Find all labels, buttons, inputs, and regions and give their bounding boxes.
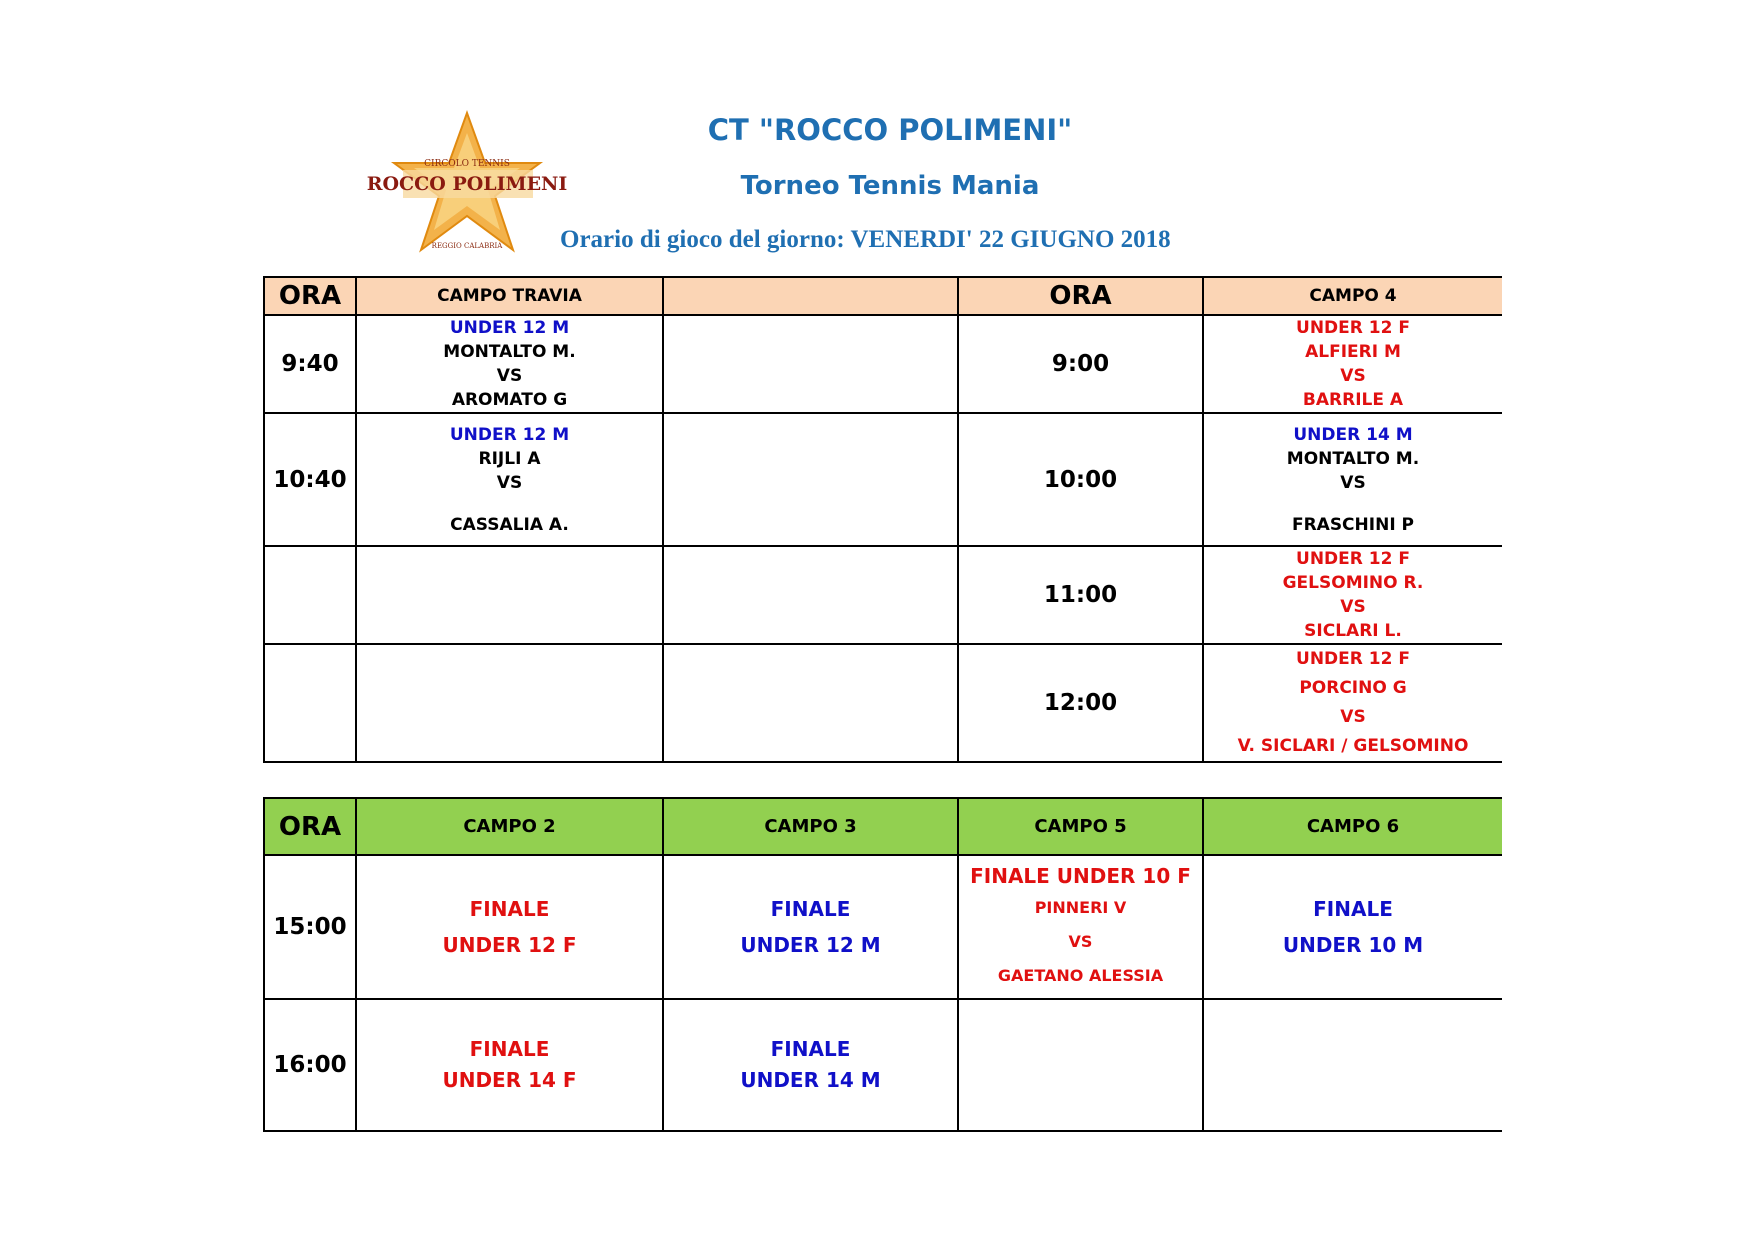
final-label: FINALE xyxy=(469,897,550,921)
player-name: SICLARI L. xyxy=(1304,621,1402,641)
header-ora: ORA xyxy=(264,798,356,855)
match-cell xyxy=(356,999,663,1131)
player-name: MONTALTO M. xyxy=(443,342,576,362)
header-campo-6: CAMPO 6 xyxy=(1203,798,1502,855)
club-logo xyxy=(366,108,568,258)
category-label: UNDER 14 M xyxy=(740,1068,881,1092)
final-label: FINALE xyxy=(770,897,851,921)
category-label: UNDER 14 F xyxy=(442,1068,577,1092)
category-label: UNDER 12 M xyxy=(449,424,570,445)
category-label: UNDER 10 M xyxy=(1282,933,1424,957)
table-row xyxy=(264,546,1502,644)
vs-label: VS xyxy=(1340,366,1366,386)
time-cell: 16:00 xyxy=(264,999,356,1131)
empty-cell xyxy=(1203,999,1502,1131)
time-cell: 9:00 xyxy=(958,315,1203,413)
header-campo-5: CAMPO 5 xyxy=(958,798,1203,855)
header-ora: ORA xyxy=(264,277,356,315)
match-cell xyxy=(663,999,958,1131)
time-cell: 10:40 xyxy=(264,413,356,546)
header-empty xyxy=(663,277,958,315)
header-campo-2: CAMPO 2 xyxy=(356,798,663,855)
final-label: FINALE xyxy=(469,1037,550,1061)
category-label: UNDER 12 F xyxy=(1296,649,1410,669)
page-subtitle: Torneo Tennis Mania xyxy=(740,171,1040,201)
match-cell xyxy=(1203,315,1502,413)
table-row xyxy=(264,315,1502,413)
header-row xyxy=(264,798,1502,855)
final-label: FINALE xyxy=(770,1037,851,1061)
match-cell xyxy=(1203,855,1502,999)
empty-cell xyxy=(663,315,958,413)
player-name: MONTALTO M. xyxy=(1286,448,1420,469)
morning-schedule-table xyxy=(263,276,1502,763)
vs-label: VS xyxy=(1340,472,1366,493)
time-cell: 15:00 xyxy=(264,855,356,999)
table-row xyxy=(264,644,1502,762)
empty-cell xyxy=(663,644,958,762)
category-label: UNDER 12 F xyxy=(1296,318,1410,338)
schedule-date: Orario di gioco del giorno: VENERDI' 22 GIUGNO 2018 xyxy=(560,226,1171,253)
header-row xyxy=(264,277,1502,315)
time-cell: 12:00 xyxy=(958,644,1203,762)
player-name: CASSALIA A. xyxy=(450,514,569,535)
empty-cell xyxy=(356,644,663,762)
page-title: CT "ROCCO POLIMENI" xyxy=(707,113,1073,147)
time-cell: 10:00 xyxy=(958,413,1203,546)
empty-cell xyxy=(663,413,958,546)
match-cell xyxy=(958,855,1203,999)
empty-cell xyxy=(356,546,663,644)
match-cell xyxy=(663,855,958,999)
match-cell xyxy=(356,413,663,546)
empty-cell xyxy=(663,546,958,644)
vs-label: VS xyxy=(496,472,523,493)
player-name: PINNERI V xyxy=(1034,898,1127,917)
match-cell xyxy=(1203,546,1502,644)
header-campo-4: CAMPO 4 xyxy=(1203,277,1502,315)
category-label: UNDER 14 M xyxy=(1293,424,1413,445)
header-ora-2: ORA xyxy=(958,277,1203,315)
header-campo-3: CAMPO 3 xyxy=(663,798,958,855)
header-campo-travia: CAMPO TRAVIA xyxy=(356,277,663,315)
vs-label: VS xyxy=(1340,707,1366,727)
match-cell xyxy=(1203,413,1502,546)
vs-label: VS xyxy=(1068,932,1093,951)
player-name: GAETANO ALESSIA xyxy=(997,966,1164,985)
table-row xyxy=(264,855,1502,999)
player-name: FRASCHINI P xyxy=(1291,514,1415,535)
player-name: RIJLI A xyxy=(478,448,541,469)
category-label: UNDER 12 M xyxy=(449,318,570,338)
afternoon-schedule-table xyxy=(263,797,1502,1132)
table-row xyxy=(264,999,1502,1131)
player-name: BARRILE A xyxy=(1302,390,1404,410)
player-name: V. SICLARI / GELSOMINO xyxy=(1237,736,1469,756)
category-label: UNDER 12 F xyxy=(442,933,577,957)
match-cell xyxy=(356,315,663,413)
player-name: ALFIERI M xyxy=(1305,342,1401,362)
match-cell xyxy=(1203,644,1502,762)
time-cell xyxy=(264,546,356,644)
time-cell: 9:40 xyxy=(264,315,356,413)
time-cell xyxy=(264,644,356,762)
match-cell xyxy=(356,855,663,999)
player-name: AROMATO G xyxy=(451,390,568,410)
table-row xyxy=(264,413,1502,546)
logo-top-text: CIRCOLO TENNIS xyxy=(424,159,510,169)
category-label: UNDER 12 F xyxy=(1296,549,1410,569)
vs-label: VS xyxy=(496,366,523,386)
logo-main-text: ROCCO POLIMENI xyxy=(366,173,568,195)
player-name: GELSOMINO R. xyxy=(1282,573,1424,593)
logo-bottom-text: REGGIO CALABRIA xyxy=(431,242,503,250)
player-name: PORCINO G xyxy=(1299,678,1407,698)
empty-cell xyxy=(958,999,1203,1131)
category-label: UNDER 12 M xyxy=(740,933,881,957)
final-label: FINALE xyxy=(1313,897,1393,921)
time-cell: 11:00 xyxy=(958,546,1203,644)
final-label: FINALE UNDER 10 F xyxy=(970,864,1191,888)
vs-label: VS xyxy=(1340,597,1366,617)
